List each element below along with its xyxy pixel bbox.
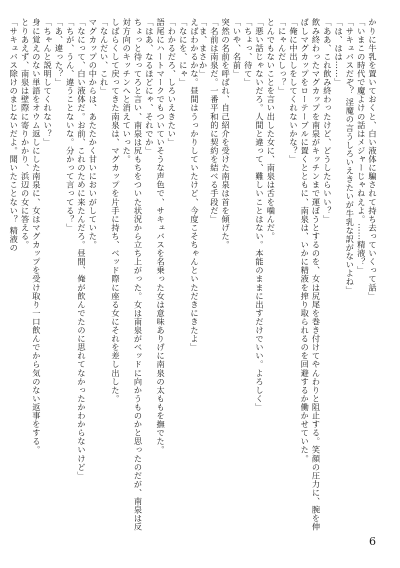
page-number: 6 [369,535,376,548]
right-text-block: かりに牛乳を置いておくと、白い液体に騙されて持ち去っていくって話」 「いまこの時代で魔よけの話はメジャーじゃねえよ。……精液？」 「サキュバスだぞ？ 淫魔の言うしろいえきたいが牛乳な訳がないよね」 「は、はは……」 「ああ、これ飲み終わったけど、どうしたらいい？」 飲み終わったマグカップを南泉がキッチンまで運ぼうとするのを、女は尻尾を巻き付けてやんわりと阻止する。笑顔の圧力に、腕を伸ばしマグカップをローテーブルに置くとともに、南泉は、いかに精液を搾り取られるのを回避するか働かせていた。 「俺に中出しをしてくれないかな？」 「にゃんだしっ？」 とんでもないことを言い出した女に、南泉は舌を噛んだ。 「悪い話じゃないだろ。人間と違って、難しいことはない。本能のままに出すだけでいい。よろしく」 「ちょっ、待て」 「いや、名前」 突然の名前を呼ばれ、自己紹介を受けた南泉は首を傾げた。 「名前は南泉だ。一番平和的に契約を結べる手段だ」 「ま、まさか」 [198,18,378,531]
left-text-block: えばわかるかな。昼間はうっかりしていたけど、今度こそちゃんといただきにきたよ」 「なにを、にゃ」 「わかるだろ、しろいえきたい」 語尾にハートマークでもついていそうな声色で、サキュバスを名乗った女は意味ありげに南泉の太ももを撫でた。 「はあ、なるほどにゃ、それでか」 ちょっと待ってろと言い、南泉は尻もちをついた状況から立ち上がった。女は南泉がベッドに向かうものかと思ったのだが、南泉は反対方向のキッチンへと消えていった。 しばらくして戻ってきた南泉は、マグカップを片手に持ち、ベッド際に座る女にそれを差し出した。 「なんだい、これ」 マグカップの中からは、あたたかく甘いにおいがしていた。 「なにって、白い液体だ。お前、これのために来たんだろ。昼間、俺が飲んでたのに思れてなかったかわからないけど」 「ちが、うん、違うことないな。分かって言ってる？」 「あ、違った？」 「ちゃんと説明してくれない？」 身に覚えのない単語をオウム返しにした南泉に、女はマグカップを受け取り一口飲んでから気のない返事をする。 とりあえず、南泉は壁際に寄りかかり、浜辺の女に答える。 「サキュバス除けのまじないだよ。聞いたことない？ 精液の [9,18,200,531]
